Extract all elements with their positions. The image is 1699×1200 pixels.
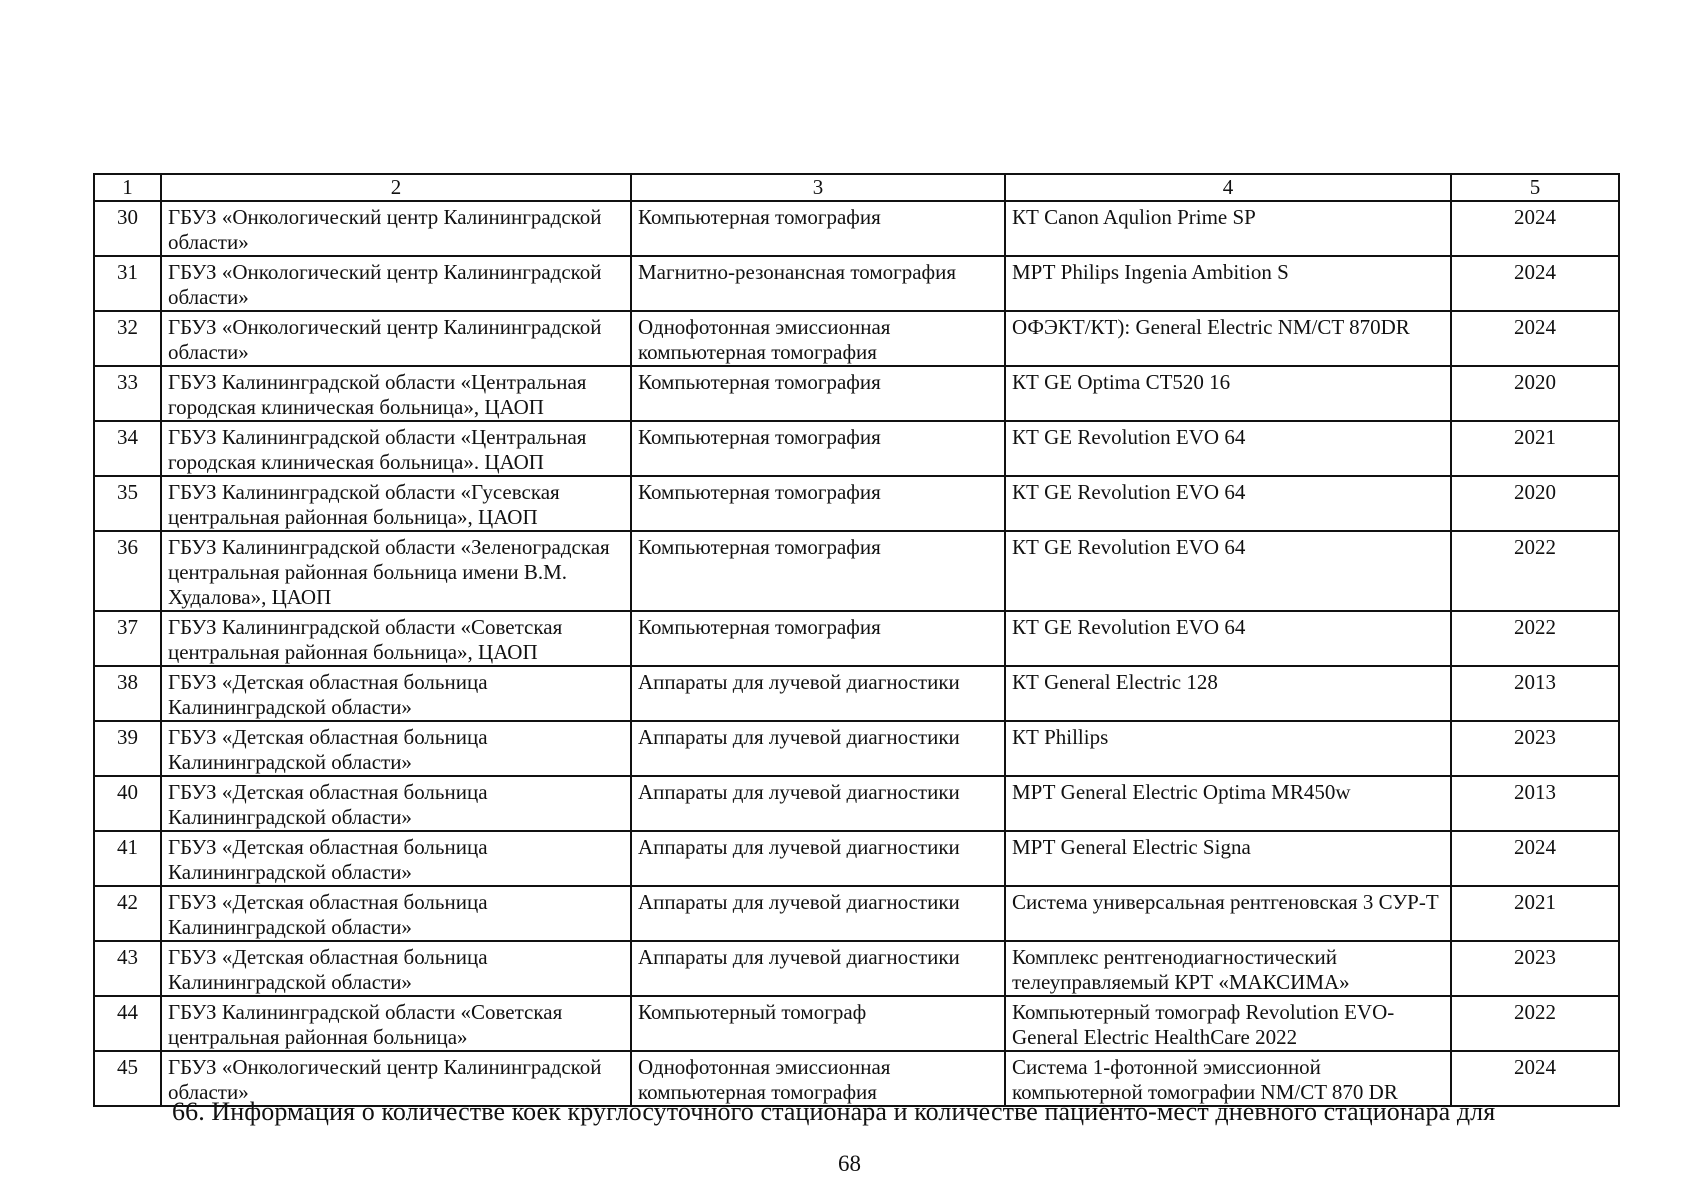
table-header-row: [94, 174, 1619, 201]
table-row: [94, 421, 1619, 476]
table-row: [94, 311, 1619, 366]
row-number-cell: 33: [94, 366, 161, 421]
organization-cell: ГБУЗ «Детская областная больница Калининградской области»: [161, 721, 631, 776]
table-row: [94, 996, 1619, 1051]
table-row: [94, 666, 1619, 721]
table-row: [94, 611, 1619, 666]
organization-cell: ГБУЗ Калининградской области «Советская центральная районная больница», ЦАОП: [161, 611, 631, 666]
service-type-cell: Компьютерная томография: [631, 476, 1005, 531]
table-row: [94, 941, 1619, 996]
row-number-cell: 43: [94, 941, 161, 996]
row-number-cell: 37: [94, 611, 161, 666]
service-type-cell: Компьютерная томография: [631, 366, 1005, 421]
equipment-cell: ОФЭКТ/КТ): General Electric NM/CT 870DR: [1005, 311, 1451, 366]
year-cell: 2020: [1451, 476, 1619, 531]
year-cell: 2022: [1451, 531, 1619, 611]
year-cell: 2024: [1451, 256, 1619, 311]
table-row: [94, 721, 1619, 776]
equipment-cell: КТ GE Optima CT520 16: [1005, 366, 1451, 421]
service-type-cell: Компьютерная томография: [631, 531, 1005, 611]
row-number-cell: 38: [94, 666, 161, 721]
page-number: 68: [838, 1151, 861, 1176]
row-number-cell: 30: [94, 201, 161, 256]
organization-cell: ГБУЗ «Детская областная больница Калининградской области»: [161, 941, 631, 996]
service-type-cell: Компьютерная томография: [631, 421, 1005, 476]
organization-cell: ГБУЗ «Онкологический центр Калининградской области»: [161, 1051, 631, 1106]
row-number-cell: 36: [94, 531, 161, 611]
year-cell: 2021: [1451, 886, 1619, 941]
year-cell: 2020: [1451, 366, 1619, 421]
row-number-cell: 44: [94, 996, 161, 1051]
service-type-cell: Аппараты для лучевой диагностики: [631, 886, 1005, 941]
equipment-cell: Система 1-фотонной эмиссионной компьютерной томографии NM/CT 870 DR: [1005, 1051, 1451, 1106]
equipment-cell: КТ GE Revolution EVO 64: [1005, 421, 1451, 476]
organization-cell: ГБУЗ «Детская областная больница Калининградской области»: [161, 831, 631, 886]
service-type-cell: Компьютерная томография: [631, 201, 1005, 256]
row-number-cell: 42: [94, 886, 161, 941]
organization-cell: ГБУЗ «Онкологический центр Калининградской области»: [161, 256, 631, 311]
equipment-cell: Комплекс рентгенодиагностический телеуправляемый КРТ «МАКСИМА»: [1005, 941, 1451, 996]
equipment-cell: КТ Canon Aqulion Prime SP: [1005, 201, 1451, 256]
equipment-cell: КТ GE Revolution EVO 64: [1005, 611, 1451, 666]
equipment-cell: КТ Phillips: [1005, 721, 1451, 776]
year-cell: 2022: [1451, 611, 1619, 666]
row-number-cell: 34: [94, 421, 161, 476]
service-type-cell: Аппараты для лучевой диагностики: [631, 941, 1005, 996]
year-cell: 2022: [1451, 996, 1619, 1051]
organization-cell: ГБУЗ Калининградской области «Зеленоградская центральная районная больница имени В.М. Худалова», ЦАОП: [161, 531, 631, 611]
organization-cell: ГБУЗ Калининградской области «Центральная городская клиническая больница», ЦАОП: [161, 366, 631, 421]
header-cell: 1: [94, 174, 161, 201]
equipment-cell: КТ GE Revolution EVO 64: [1005, 531, 1451, 611]
year-cell: 2023: [1451, 941, 1619, 996]
service-type-cell: Однофотонная эмиссионная компьютерная томография: [631, 311, 1005, 366]
section-heading: 66. Информация о количестве коек круглосуточного стационара и количестве пациенто-мест дневного стационара для: [172, 1097, 1496, 1126]
organization-cell: ГБУЗ Калининградской области «Советская центральная районная больница»: [161, 996, 631, 1051]
table-row: [94, 776, 1619, 831]
row-number-cell: 40: [94, 776, 161, 831]
year-cell: 2013: [1451, 666, 1619, 721]
organization-cell: ГБУЗ Калининградской области «Гусевская центральная районная больница», ЦАОП: [161, 476, 631, 531]
organization-cell: ГБУЗ «Детская областная больница Калининградской области»: [161, 776, 631, 831]
service-type-cell: Компьютерный томограф: [631, 996, 1005, 1051]
equipment-cell: Система универсальная рентгеновская 3 СУР-Т: [1005, 886, 1451, 941]
year-cell: 2024: [1451, 1051, 1619, 1106]
table-row: [94, 366, 1619, 421]
organization-cell: ГБУЗ «Онкологический центр Калининградской области»: [161, 201, 631, 256]
service-type-cell: Аппараты для лучевой диагностики: [631, 721, 1005, 776]
table-row: [94, 476, 1619, 531]
table-row: [94, 531, 1619, 611]
table-row: [94, 256, 1619, 311]
organization-cell: ГБУЗ «Детская областная больница Калининградской области»: [161, 886, 631, 941]
year-cell: 2024: [1451, 311, 1619, 366]
year-cell: 2024: [1451, 831, 1619, 886]
equipment-cell: МРТ General Electric Signa: [1005, 831, 1451, 886]
year-cell: 2021: [1451, 421, 1619, 476]
equipment-table: [93, 173, 1620, 1107]
organization-cell: ГБУЗ «Онкологический центр Калининградской области»: [161, 311, 631, 366]
row-number-cell: 32: [94, 311, 161, 366]
equipment-cell: КТ GE Revolution EVO 64: [1005, 476, 1451, 531]
row-number-cell: 39: [94, 721, 161, 776]
table-row: [94, 831, 1619, 886]
row-number-cell: 31: [94, 256, 161, 311]
header-cell: 2: [161, 174, 631, 201]
year-cell: 2013: [1451, 776, 1619, 831]
service-type-cell: Магнитно-резонансная томография: [631, 256, 1005, 311]
service-type-cell: Аппараты для лучевой диагностики: [631, 666, 1005, 721]
year-cell: 2024: [1451, 201, 1619, 256]
equipment-cell: КТ General Electric 128: [1005, 666, 1451, 721]
organization-cell: ГБУЗ Калининградской области «Центральная городская клиническая больница». ЦАОП: [161, 421, 631, 476]
row-number-cell: 35: [94, 476, 161, 531]
header-cell: 3: [631, 174, 1005, 201]
organization-cell: ГБУЗ «Детская областная больница Калининградской области»: [161, 666, 631, 721]
equipment-cell: Компьютерный томограф Revolution EVO-General Electric HealthCare 2022: [1005, 996, 1451, 1051]
service-type-cell: Однофотонная эмиссионная компьютерная томография: [631, 1051, 1005, 1106]
table-row: [94, 201, 1619, 256]
year-cell: 2023: [1451, 721, 1619, 776]
equipment-cell: МРТ Philips Ingenia Ambition S: [1005, 256, 1451, 311]
equipment-cell: МРТ General Electric Optima MR450w: [1005, 776, 1451, 831]
service-type-cell: Аппараты для лучевой диагностики: [631, 831, 1005, 886]
row-number-cell: 45: [94, 1051, 161, 1106]
header-cell: 4: [1005, 174, 1451, 201]
header-cell: 5: [1451, 174, 1619, 201]
service-type-cell: Компьютерная томография: [631, 611, 1005, 666]
row-number-cell: 41: [94, 831, 161, 886]
service-type-cell: Аппараты для лучевой диагностики: [631, 776, 1005, 831]
table-row: [94, 886, 1619, 941]
